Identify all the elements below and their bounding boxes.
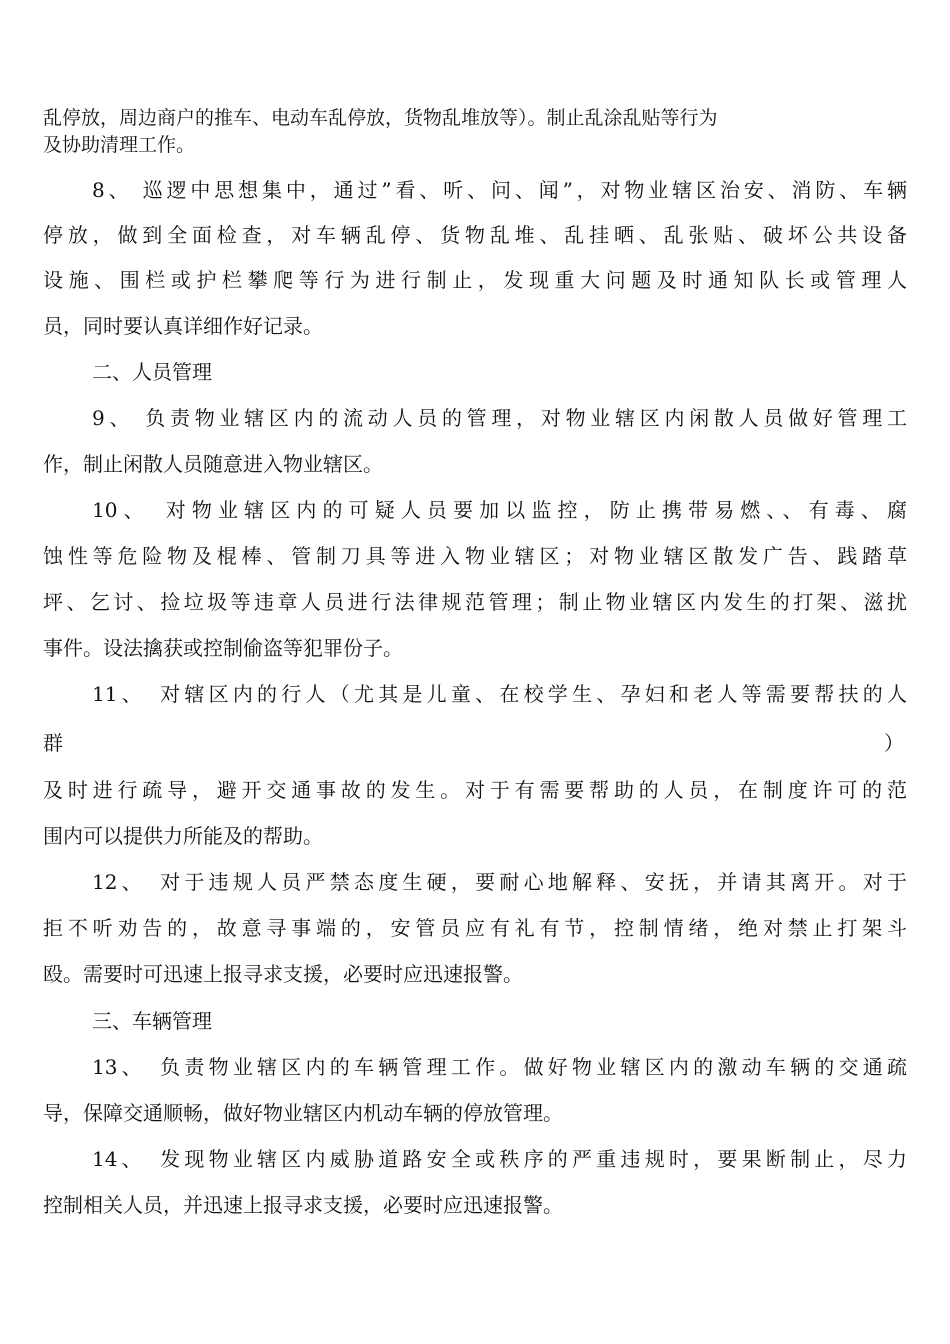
- text-line: 乱停放，周边商户的推车、电动车乱停放，货物乱堆放等）。制止乱涂乱贴等行为: [43, 107, 718, 129]
- section-heading: 二、人员管理: [92, 360, 212, 384]
- text-line: 11、 对辖区内的行人（尤其是儿童、在校学生、孕妇和老人等需要帮扶的人: [92, 682, 907, 706]
- text-line: 13、 负责物业辖区内的车辆管理工作。做好物业辖区内的激动车辆的交通疏: [92, 1055, 907, 1079]
- text-line: 控制相关人员，并迅速上报寻求支援，必要时应迅速报警。: [43, 1193, 563, 1217]
- text-line: 坪、乞讨、捡垃圾等违章人员进行法律规范管理；制止物业辖区内发生的打架、滋扰: [43, 590, 907, 614]
- text-line: 12、 对于违规人员严禁态度生硬，要耐心地解释、安抚，并请其离开。对于: [92, 870, 907, 894]
- text-line: 群: [43, 731, 63, 755]
- text-line: 蚀性等危险物及棍棒、管制刀具等进入物业辖区；对物业辖区散发广告、践踏草: [43, 544, 907, 568]
- text-line: 14、 发现物业辖区内威胁道路安全或秩序的严重违规时，要果断制止，尽力: [92, 1147, 907, 1171]
- text-line: 导，保障交通顺畅，做好物业辖区内机动车辆的停放管理。: [43, 1101, 563, 1125]
- text-line: 拒不听劝告的，故意寻事端的，安管员应有礼有节，控制情绪，绝对禁止打架斗: [43, 916, 907, 940]
- text-line: 9、 负责物业辖区内的流动人员的管理，对物业辖区内闲散人员做好管理工: [92, 406, 907, 430]
- text-line: 停放，做到全面检查，对车辆乱停、货物乱堆、乱挂晒、乱张贴、破坏公共设备: [43, 223, 907, 247]
- text-line: 及协助清理工作。: [43, 134, 196, 156]
- section-heading: 三、车辆管理: [92, 1009, 212, 1033]
- text-line: 8、 巡逻中思想集中，通过”看、听、问、闻”，对物业辖区治安、消防、车辆: [92, 178, 907, 202]
- text-line: 作，制止闲散人员随意进入物业辖区。: [43, 452, 383, 476]
- text-line: 围内可以提供力所能及的帮助。: [43, 824, 323, 848]
- text-line: 殴。需要时可迅速上报寻求支援，必要时应迅速报警。: [43, 962, 523, 986]
- text-line: 及时进行疏导，避开交通事故的发生。对于有需要帮助的人员，在制度许可的范: [43, 778, 907, 802]
- text-line: 10、 对物业辖区内的可疑人员要加以监控，防止携带易燃、、有毒、腐: [92, 498, 907, 522]
- text-line: 员，同时要认真详细作好记录。: [43, 314, 323, 338]
- text-line: 事件。设法擒获或控制偷盗等犯罪份子。: [43, 636, 403, 660]
- text-line: ）: [884, 731, 904, 755]
- text-line: 设施、围栏或护栏攀爬等行为进行制止，发现重大问题及时通知队长或管理人: [43, 268, 907, 292]
